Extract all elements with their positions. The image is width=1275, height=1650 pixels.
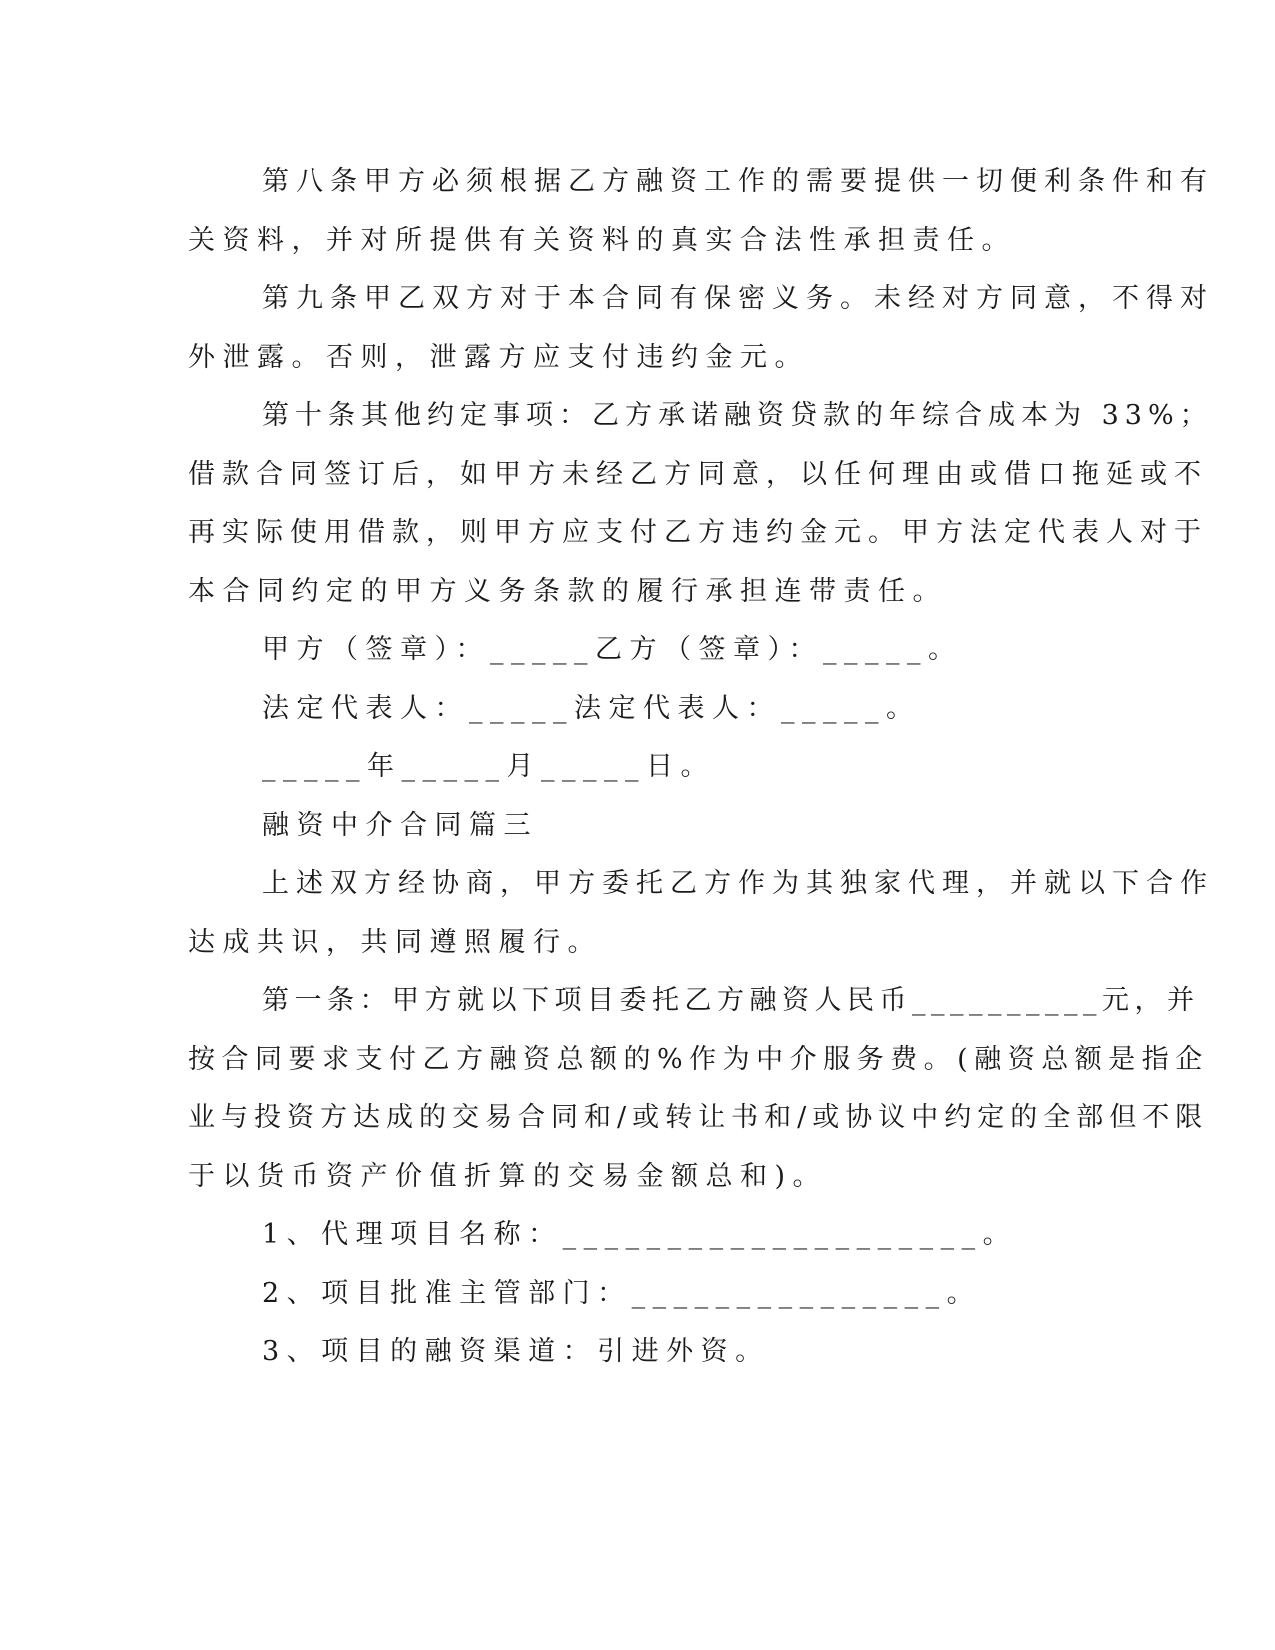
date-line: _____年_____月_____日。 <box>262 751 715 782</box>
article-8-line-1: 第八条甲方必须根据乙方融资工作的需要提供一切便利条件和有 <box>262 166 1214 197</box>
article-1-line-1: 第一条：甲方就以下项目委托乙方融资人民币__________元，并 <box>262 985 1200 1016</box>
item-1-project-name: 1、代理项目名称：____________________。 <box>262 1219 1018 1250</box>
section-heading: 融资中介合同篇三 <box>262 810 538 841</box>
article-9-line-2: 外泄露。否则，泄露方应支付违约金元。 <box>188 342 809 373</box>
article-10-line-1: 第十条其他约定事项：乙方承诺融资贷款的年综合成本为 33%； <box>262 400 1213 431</box>
signature-line: 甲方（签章）：_____乙方（签章）：_____。 <box>262 634 963 665</box>
article-1-line-4: 于以货币资产价值折算的交易金额总和)。 <box>188 1161 828 1192</box>
article-9-line-1: 第九条甲乙双方对于本合同有保密义务。未经对方同意，不得对 <box>262 283 1214 314</box>
article-1-line-2: 按合同要求支付乙方融资总额的%作为中介服务费。(融资总额是指企 <box>188 1044 1209 1075</box>
article-10-line-4: 本合同约定的甲方义务条款的履行承担连带责任。 <box>188 576 947 607</box>
preamble-line-1: 上述双方经协商，甲方委托乙方作为其独家代理，并就以下合作 <box>262 868 1214 899</box>
item-2-approval-department: 2、项目批准主管部门：_______________。 <box>262 1278 982 1309</box>
item-3-financing-channel: 3、项目的融资渠道：引进外资。 <box>262 1336 770 1367</box>
article-10-line-2: 借款合同签订后，如甲方未经乙方同意，以任何理由或借口拖延或不 <box>188 459 1208 490</box>
article-8-line-2: 关资料，并对所提供有关资料的真实合法性承担责任。 <box>188 225 1016 256</box>
legal-representative-line: 法定代表人：_____法定代表人：_____。 <box>262 693 921 724</box>
article-10-line-3: 再实际使用借款，则甲方应支付乙方违约金元。甲方法定代表人对于 <box>188 517 1208 548</box>
article-1-line-3: 业与投资方达成的交易合同和/或转让书和/或协议中约定的全部但不限 <box>188 1102 1209 1133</box>
preamble-line-2: 达成共识，共同遵照履行。 <box>188 927 602 958</box>
